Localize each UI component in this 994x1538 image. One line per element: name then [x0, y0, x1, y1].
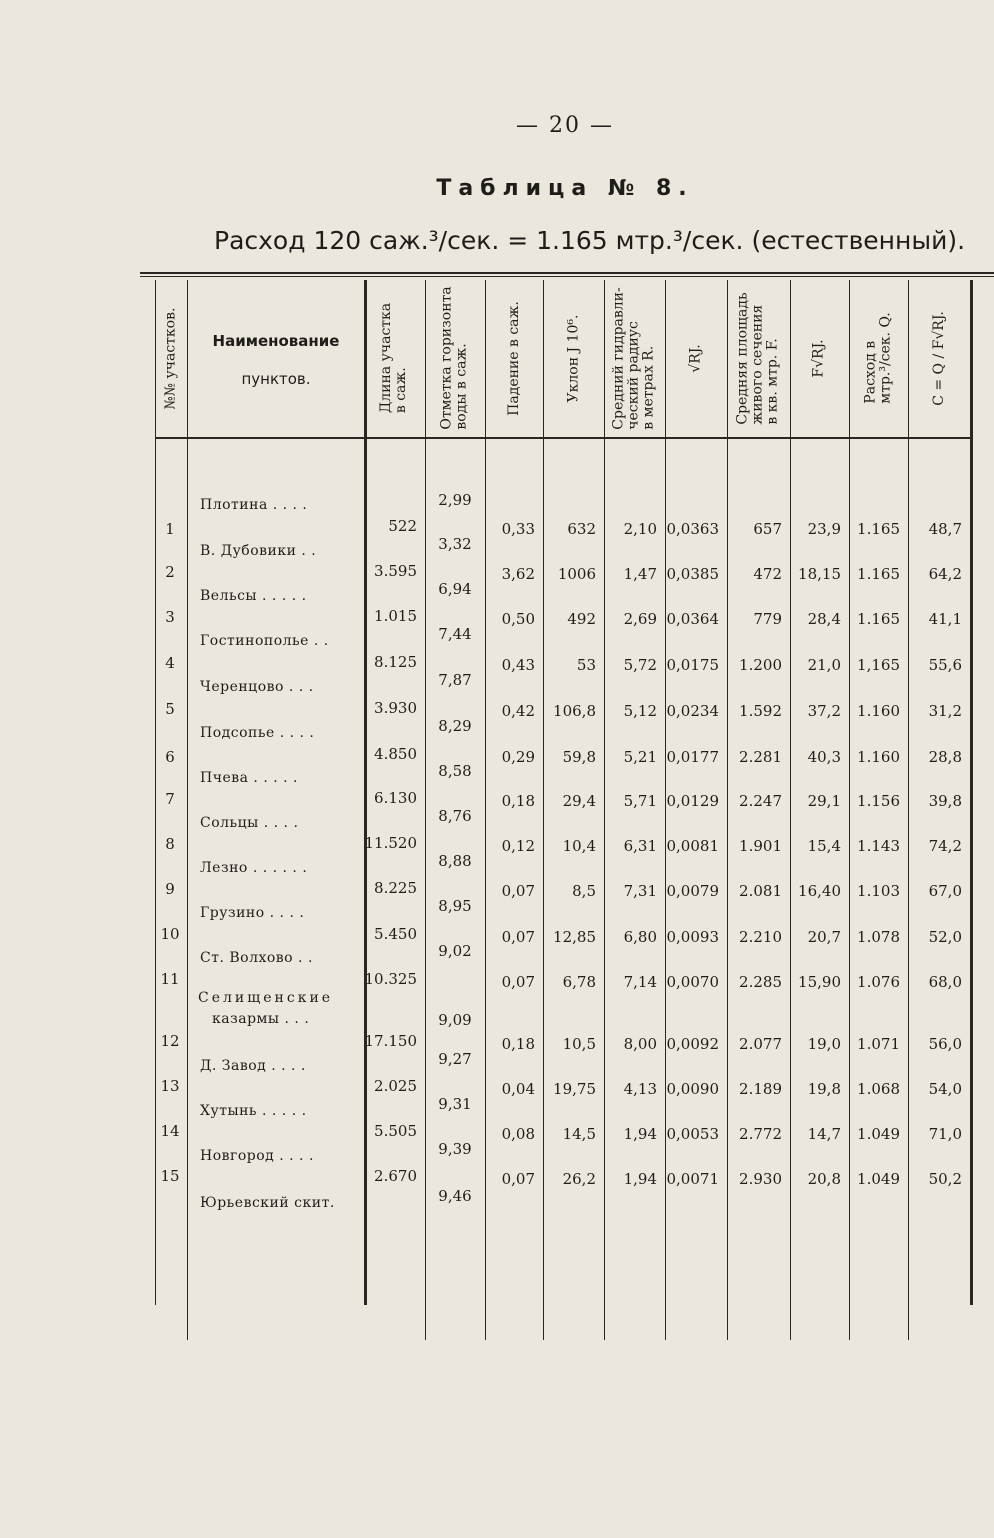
cell-slope: 632 [567, 520, 596, 538]
cell-fall: 0,08 [501, 1125, 535, 1143]
table-subtitle: Расход 120 саж.³/сек. = 1.165 мтр.³/сек. (естественный). [214, 226, 966, 255]
cell-radius: 1,47 [623, 565, 657, 583]
section-number: 9 [165, 880, 175, 898]
cell-coef: 74,2 [928, 837, 962, 855]
cell-fsqrt: 20,7 [807, 928, 841, 946]
point-name: Грузино . . . . [200, 905, 305, 921]
cell-area: 779 [753, 610, 782, 628]
water-mark: 8,95 [438, 897, 472, 915]
header-line: воды в саж. [454, 343, 471, 430]
header-line: Средний гидравли- [611, 286, 627, 430]
cell-sqrt: 0,0053 [666, 1125, 719, 1143]
cell-length: 3.930 [374, 699, 417, 717]
cell-sqrt: 0,0079 [666, 882, 719, 900]
cell-slope: 492 [567, 610, 596, 628]
cell-fall: 0,42 [501, 702, 535, 720]
cell-sqrt: 0,0385 [666, 565, 719, 583]
cell-coef: 68,0 [928, 973, 962, 991]
water-mark: 9,46 [438, 1187, 472, 1205]
cell-area: 1.200 [739, 656, 782, 674]
point-name: Лезно . . . . . . [200, 860, 308, 876]
cell-flow: 1.156 [857, 792, 900, 810]
header-length [364, 282, 425, 434]
point-name: Хутынь . . . . . [200, 1103, 307, 1119]
point-name: Д. Завод . . . . [200, 1058, 306, 1074]
header-line: F√RJ. [811, 338, 827, 378]
header-num [155, 282, 187, 434]
water-mark: 2,99 [438, 491, 472, 509]
header-coef [908, 282, 970, 434]
column-rule [970, 280, 973, 1305]
header-name [188, 322, 364, 398]
header-rule [155, 437, 973, 439]
cell-length: 11.520 [364, 834, 417, 852]
header-line: мтр.³/сек. Q. [877, 312, 894, 404]
cell-sqrt: 0,0090 [666, 1080, 719, 1098]
cell-sqrt: 0,0129 [666, 792, 719, 810]
header-line: Длина участка [378, 302, 395, 414]
header-line: Средняя площадь [735, 291, 752, 425]
cell-fsqrt: 28,4 [807, 610, 841, 628]
point-name: Новгород . . . . [200, 1148, 314, 1164]
cell-fall: 0,07 [501, 973, 535, 991]
header-line: Отметка горизонта [439, 286, 456, 430]
point-name: Черенцово . . . [200, 679, 314, 695]
cell-coef: 56,0 [928, 1035, 962, 1053]
header-line: Падение в саж. [505, 300, 522, 416]
cell-fsqrt: 14,7 [807, 1125, 841, 1143]
section-number: 6 [165, 748, 175, 766]
cell-flow: 1.076 [857, 973, 900, 991]
column-rule [187, 280, 188, 1340]
cell-coef: 31,2 [928, 702, 962, 720]
header-line: √RJ. [687, 343, 704, 373]
cell-fall: 0,07 [501, 928, 535, 946]
header-line: в метрах R. [641, 345, 657, 430]
cell-slope: 6,78 [562, 973, 596, 991]
cell-length: 1.015 [374, 607, 417, 625]
cell-radius: 5,12 [623, 702, 657, 720]
header-line: в кв. мтр. F. [765, 337, 782, 425]
page-number: — 20 — [516, 113, 614, 138]
section-number: 14 [160, 1122, 180, 1140]
water-mark: 9,39 [438, 1140, 472, 1158]
cell-length: 522 [388, 517, 417, 535]
cell-length: 10.325 [364, 970, 417, 988]
cell-flow: 1.165 [857, 565, 900, 583]
cell-fsqrt: 16,40 [798, 882, 841, 900]
header-line: Наименование [212, 332, 340, 350]
cell-radius: 1,94 [623, 1125, 657, 1143]
cell-flow: 1.160 [857, 748, 900, 766]
cell-area: 2.285 [739, 973, 782, 991]
cell-sqrt: 0,0070 [666, 973, 719, 991]
cell-slope: 53 [576, 656, 596, 674]
cell-flow: 1.103 [857, 882, 900, 900]
cell-radius: 5,21 [623, 748, 657, 766]
cell-coef: 71,0 [928, 1125, 962, 1143]
point-name: В. Дубовики . . [200, 543, 317, 559]
top-rule-thin [140, 276, 994, 277]
cell-area: 2.189 [739, 1080, 782, 1098]
cell-fall: 0,04 [501, 1080, 535, 1098]
cell-area: 1.592 [739, 702, 782, 720]
cell-coef: 55,6 [928, 656, 962, 674]
section-number: 8 [165, 835, 175, 853]
header-line: C = Q / F√RJ. [930, 310, 947, 406]
cell-sqrt: 0,0364 [666, 610, 719, 628]
cell-length: 5.450 [374, 925, 417, 943]
cell-area: 2.210 [739, 928, 782, 946]
cell-coef: 48,7 [928, 520, 962, 538]
cell-radius: 5,71 [623, 792, 657, 810]
cell-fsqrt: 19,8 [807, 1080, 841, 1098]
section-number: 4 [165, 654, 175, 672]
top-rule [140, 272, 994, 274]
water-mark: 8,29 [438, 717, 472, 735]
water-mark: 9,09 [438, 1011, 472, 1029]
header-line: в саж. [393, 367, 410, 414]
cell-fsqrt: 20,8 [807, 1170, 841, 1188]
cell-sqrt: 0,0363 [666, 520, 719, 538]
cell-flow: 1.160 [857, 702, 900, 720]
point-name: Ст. Волхово . . [200, 950, 313, 966]
cell-length: 3.595 [374, 562, 417, 580]
cell-fall: 0,43 [501, 656, 535, 674]
point-name: Сольцы . . . . [200, 815, 299, 831]
cell-length: 8.125 [374, 653, 417, 671]
water-mark: 9,31 [438, 1095, 472, 1113]
section-number: 5 [165, 700, 175, 718]
water-mark: 3,32 [438, 535, 472, 553]
cell-fsqrt: 23,9 [807, 520, 841, 538]
water-mark: 7,87 [438, 671, 472, 689]
cell-fall: 0,07 [501, 1170, 535, 1188]
section-number: 3 [165, 608, 175, 626]
point-name: Вельсы . . . . . [200, 588, 307, 604]
header-line: пунктов. [241, 370, 311, 388]
point-name: Плотина . . . . [200, 497, 308, 513]
section-number: 1 [165, 520, 175, 538]
cell-flow: 1.049 [857, 1170, 900, 1188]
cell-length: 6.130 [374, 789, 417, 807]
cell-length: 17.150 [364, 1032, 417, 1050]
header-radius [604, 282, 665, 434]
water-mark: 6,94 [438, 580, 472, 598]
water-mark: 8,76 [438, 807, 472, 825]
cell-coef: 50,2 [928, 1170, 962, 1188]
cell-sqrt: 0,0092 [666, 1035, 719, 1053]
cell-area: 2.772 [739, 1125, 782, 1143]
cell-radius: 1,94 [623, 1170, 657, 1188]
cell-flow: 1.068 [857, 1080, 900, 1098]
cell-radius: 2,10 [623, 520, 657, 538]
cell-radius: 8,00 [623, 1035, 657, 1053]
cell-fall: 0,33 [501, 520, 535, 538]
cell-radius: 7,31 [623, 882, 657, 900]
cell-radius: 4,13 [623, 1080, 657, 1098]
water-mark: 7,44 [438, 625, 472, 643]
cell-fsqrt: 40,3 [807, 748, 841, 766]
header-slope [543, 282, 604, 434]
cell-area: 2.247 [739, 792, 782, 810]
header-area [727, 282, 790, 434]
cell-sqrt: 0,0071 [666, 1170, 719, 1188]
header-sqrt [665, 282, 727, 434]
section-number: 10 [160, 925, 180, 943]
header-fsqrt [790, 282, 849, 434]
section-number: 11 [160, 970, 180, 988]
cell-radius: 6,31 [623, 837, 657, 855]
cell-slope: 106,8 [553, 702, 596, 720]
water-mark: 8,88 [438, 852, 472, 870]
cell-fall: 0,18 [501, 1035, 535, 1053]
cell-fsqrt: 19,0 [807, 1035, 841, 1053]
cell-slope: 12,85 [553, 928, 596, 946]
cell-coef: 28,8 [928, 748, 962, 766]
cell-fsqrt: 15,90 [798, 973, 841, 991]
header-mark [425, 282, 485, 434]
water-mark: 9,02 [438, 942, 472, 960]
cell-length: 2.670 [374, 1167, 417, 1185]
cell-coef: 67,0 [928, 882, 962, 900]
cell-radius: 5,72 [623, 656, 657, 674]
cell-radius: 7,14 [623, 973, 657, 991]
point-name: Юрьевский скит. [200, 1195, 335, 1211]
cell-length: 4.850 [374, 745, 417, 763]
point-name: Селищенские [198, 990, 334, 1006]
header-line: ческий радиус [626, 320, 642, 430]
header-fall [485, 282, 543, 434]
header-line: Расход в [862, 340, 879, 404]
cell-coef: 39,8 [928, 792, 962, 810]
cell-flow: 1.165 [857, 610, 900, 628]
cell-fsqrt: 37,2 [807, 702, 841, 720]
cell-area: 657 [753, 520, 782, 538]
cell-area: 1.901 [739, 837, 782, 855]
cell-flow: 1.143 [857, 837, 900, 855]
cell-coef: 54,0 [928, 1080, 962, 1098]
cell-area: 2.081 [739, 882, 782, 900]
cell-sqrt: 0,0093 [666, 928, 719, 946]
header-line: Уклон J 10⁶. [565, 314, 582, 402]
section-number: 2 [165, 563, 175, 581]
cell-sqrt: 0,0177 [666, 748, 719, 766]
cell-slope: 26,2 [562, 1170, 596, 1188]
point-name: Гостинополье . . [200, 633, 329, 649]
cell-slope: 14,5 [562, 1125, 596, 1143]
cell-fall: 0,18 [501, 792, 535, 810]
cell-flow: 1.071 [857, 1035, 900, 1053]
header-flow [849, 282, 908, 434]
cell-coef: 52,0 [928, 928, 962, 946]
cell-sqrt: 0,0175 [666, 656, 719, 674]
cell-slope: 19,75 [553, 1080, 596, 1098]
cell-fsqrt: 15,4 [807, 837, 841, 855]
cell-fall: 0,07 [501, 882, 535, 900]
cell-sqrt: 0,0081 [666, 837, 719, 855]
cell-area: 2.281 [739, 748, 782, 766]
cell-flow: 1,165 [857, 656, 900, 674]
point-name: Пчева . . . . . [200, 770, 298, 786]
cell-area: 472 [753, 565, 782, 583]
point-name-cont: казармы . . . [212, 1011, 310, 1027]
point-name: Подсопье . . . . [200, 725, 315, 741]
cell-length: 5.505 [374, 1122, 417, 1140]
cell-length: 8.225 [374, 879, 417, 897]
cell-flow: 1.165 [857, 520, 900, 538]
cell-area: 2.930 [739, 1170, 782, 1188]
cell-fsqrt: 29,1 [807, 792, 841, 810]
cell-area: 2.077 [739, 1035, 782, 1053]
header-line: №№ участков. [162, 307, 179, 409]
header-line: живого сечения [750, 304, 767, 425]
cell-flow: 1.078 [857, 928, 900, 946]
cell-slope: 8,5 [572, 882, 596, 900]
cell-flow: 1.049 [857, 1125, 900, 1143]
cell-fall: 0,12 [501, 837, 535, 855]
cell-slope: 10,4 [562, 837, 596, 855]
cell-fsqrt: 21,0 [807, 656, 841, 674]
cell-slope: 59,8 [562, 748, 596, 766]
cell-fall: 0,50 [501, 610, 535, 628]
section-number: 7 [165, 790, 175, 808]
cell-fall: 3,62 [501, 565, 535, 583]
cell-radius: 6,80 [623, 928, 657, 946]
cell-radius: 2,69 [623, 610, 657, 628]
cell-fsqrt: 18,15 [798, 565, 841, 583]
cell-sqrt: 0,0234 [666, 702, 719, 720]
cell-slope: 1006 [557, 565, 596, 583]
section-number: 15 [160, 1167, 180, 1185]
cell-fall: 0,29 [501, 748, 535, 766]
water-mark: 9,27 [438, 1050, 472, 1068]
table-title: Таблица № 8. [436, 176, 694, 201]
section-number: 13 [160, 1077, 180, 1095]
cell-coef: 41,1 [928, 610, 962, 628]
water-mark: 8,58 [438, 762, 472, 780]
cell-slope: 10,5 [562, 1035, 596, 1053]
cell-length: 2.025 [374, 1077, 417, 1095]
cell-slope: 29,4 [562, 792, 596, 810]
cell-coef: 64,2 [928, 565, 962, 583]
section-number: 12 [160, 1032, 180, 1050]
